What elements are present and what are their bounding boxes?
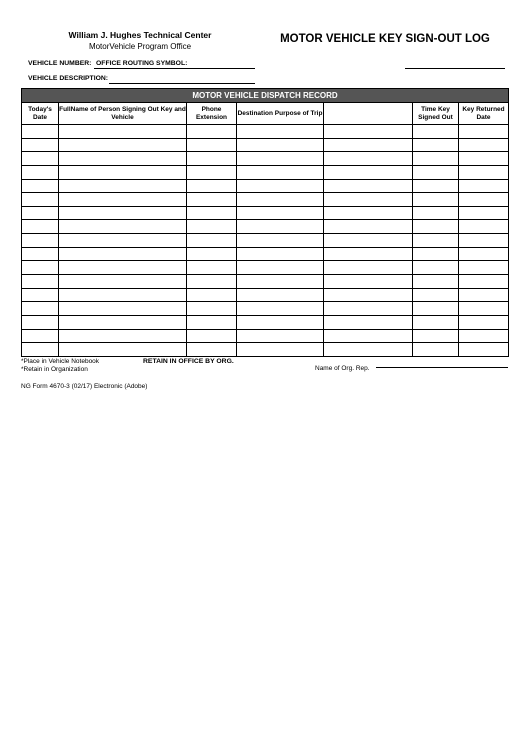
column-header xyxy=(324,103,413,125)
table-cell[interactable] xyxy=(59,193,187,207)
table-cell[interactable] xyxy=(324,288,413,302)
table-cell[interactable] xyxy=(22,125,59,139)
table-row xyxy=(22,234,509,248)
table-cell[interactable] xyxy=(459,152,509,166)
table-cell[interactable] xyxy=(59,247,187,261)
table-cell[interactable] xyxy=(324,343,413,357)
column-header: Today's Date xyxy=(22,103,59,125)
table-cell[interactable] xyxy=(324,261,413,275)
table-cell[interactable] xyxy=(459,329,509,343)
vehicle-description-label: VEHICLE DESCRIPTION: xyxy=(28,75,109,82)
table-cell[interactable] xyxy=(187,193,237,207)
table-row xyxy=(22,152,509,166)
table-cell[interactable] xyxy=(413,179,459,193)
table-row xyxy=(22,343,509,357)
table-cell[interactable] xyxy=(459,193,509,207)
table-cell[interactable] xyxy=(22,302,59,316)
table-row xyxy=(22,125,509,139)
vehicle-number-field[interactable] xyxy=(94,68,255,69)
form-number: NG Form 4670-3 (02/17) Electronic (Adobe) xyxy=(21,383,148,390)
table-cell[interactable] xyxy=(413,288,459,302)
table-cell[interactable] xyxy=(237,329,324,343)
table-cell[interactable] xyxy=(237,138,324,152)
table-cell[interactable] xyxy=(22,152,59,166)
table-cell[interactable] xyxy=(187,179,237,193)
table-row xyxy=(22,315,509,329)
table-cell[interactable] xyxy=(413,247,459,261)
table-cell[interactable] xyxy=(459,179,509,193)
table-cell[interactable] xyxy=(59,165,187,179)
table-cell[interactable] xyxy=(22,343,59,357)
table-cell[interactable] xyxy=(22,234,59,248)
table-row xyxy=(22,220,509,234)
table-cell[interactable] xyxy=(413,302,459,316)
table-cell[interactable] xyxy=(413,193,459,207)
table-cell[interactable] xyxy=(413,125,459,139)
table-row xyxy=(22,138,509,152)
table-cell[interactable] xyxy=(59,179,187,193)
table-cell[interactable] xyxy=(459,343,509,357)
table-cell[interactable] xyxy=(237,288,324,302)
table-cell[interactable] xyxy=(324,234,413,248)
table-cell[interactable] xyxy=(187,261,237,275)
table-cell[interactable] xyxy=(59,302,187,316)
table-cell[interactable] xyxy=(59,152,187,166)
table-cell[interactable] xyxy=(459,138,509,152)
org-rep-label: Name of Org. Rep. xyxy=(315,365,370,372)
table-row xyxy=(22,329,509,343)
table-cell[interactable] xyxy=(187,152,237,166)
table-body xyxy=(22,125,509,357)
table-cell[interactable] xyxy=(22,247,59,261)
table-cell[interactable] xyxy=(459,220,509,234)
dispatch-record-table xyxy=(21,88,509,357)
column-header: Key Returned Date xyxy=(459,103,509,125)
table-cell[interactable] xyxy=(413,315,459,329)
table-cell[interactable] xyxy=(187,288,237,302)
table-cell[interactable] xyxy=(324,220,413,234)
table-cell[interactable] xyxy=(22,220,59,234)
table-cell[interactable] xyxy=(22,193,59,207)
table-cell[interactable] xyxy=(59,206,187,220)
org-rep-signature-field[interactable] xyxy=(376,367,508,368)
footnote-notebook: *Place in Vehicle Notebook xyxy=(21,358,100,365)
table-cell[interactable] xyxy=(187,165,237,179)
table-cell[interactable] xyxy=(187,302,237,316)
table-cell[interactable] xyxy=(413,206,459,220)
table-cell[interactable] xyxy=(59,220,187,234)
table-cell[interactable] xyxy=(22,329,59,343)
column-header: Destination Purpose of Trip xyxy=(237,103,324,125)
table-cell[interactable] xyxy=(22,165,59,179)
table-cell[interactable] xyxy=(237,125,324,139)
table-cell[interactable] xyxy=(459,302,509,316)
table-cell[interactable] xyxy=(324,206,413,220)
table-cell[interactable] xyxy=(187,247,237,261)
table-cell[interactable] xyxy=(459,125,509,139)
column-header: Phone Extension xyxy=(187,103,237,125)
table-cell[interactable] xyxy=(413,234,459,248)
table-banner: MOTOR VEHICLE DISPATCH RECORD xyxy=(22,89,509,103)
table-cell[interactable] xyxy=(22,179,59,193)
table-cell[interactable] xyxy=(237,247,324,261)
table-cell[interactable] xyxy=(187,315,237,329)
vehicle-number-label: VEHICLE NUMBER: xyxy=(28,60,92,67)
table-cell[interactable] xyxy=(324,275,413,289)
table-cell[interactable] xyxy=(237,206,324,220)
table-cell[interactable] xyxy=(22,138,59,152)
table-row xyxy=(22,165,509,179)
table-cell[interactable] xyxy=(324,315,413,329)
footnote-retain: *Retain in Organization xyxy=(21,366,88,373)
table-cell[interactable] xyxy=(413,138,459,152)
table-cell[interactable] xyxy=(413,343,459,357)
table-cell[interactable] xyxy=(237,179,324,193)
table-cell[interactable] xyxy=(59,234,187,248)
table-cell[interactable] xyxy=(187,125,237,139)
table-cell[interactable] xyxy=(324,302,413,316)
table-cell[interactable] xyxy=(237,315,324,329)
routing-symbol-field[interactable] xyxy=(405,68,505,69)
table-cell[interactable] xyxy=(459,261,509,275)
table-cell[interactable] xyxy=(187,329,237,343)
table-row xyxy=(22,261,509,275)
table-cell[interactable] xyxy=(187,220,237,234)
table-cell[interactable] xyxy=(237,220,324,234)
table-cell[interactable] xyxy=(22,261,59,275)
vehicle-description-field[interactable] xyxy=(109,83,255,84)
table-cell[interactable] xyxy=(413,329,459,343)
column-header: Time Key Signed Out xyxy=(413,103,459,125)
table-cell[interactable] xyxy=(22,288,59,302)
table-cell[interactable] xyxy=(237,193,324,207)
table-cell[interactable] xyxy=(413,275,459,289)
table-cell[interactable] xyxy=(237,165,324,179)
table-cell[interactable] xyxy=(237,261,324,275)
table-row xyxy=(22,302,509,316)
table-row xyxy=(22,288,509,302)
table-cell[interactable] xyxy=(59,125,187,139)
table-cell[interactable] xyxy=(459,165,509,179)
table-cell[interactable] xyxy=(459,247,509,261)
table-cell[interactable] xyxy=(59,315,187,329)
table-cell[interactable] xyxy=(324,179,413,193)
table-row xyxy=(22,247,509,261)
table-cell[interactable] xyxy=(187,343,237,357)
retain-instruction: RETAIN IN OFFICE BY ORG. xyxy=(143,358,234,365)
table-cell[interactable] xyxy=(59,343,187,357)
table-cell[interactable] xyxy=(59,329,187,343)
table-cell[interactable] xyxy=(237,234,324,248)
routing-symbol-label: OFFICE ROUTING SYMBOL: xyxy=(96,60,188,67)
table-cell[interactable] xyxy=(22,206,59,220)
table-cell[interactable] xyxy=(459,234,509,248)
table-cell[interactable] xyxy=(324,152,413,166)
organization-office: MotorVehicle Program Office xyxy=(88,42,192,51)
table-cell[interactable] xyxy=(324,125,413,139)
table-cell[interactable] xyxy=(59,138,187,152)
column-header-row xyxy=(22,103,509,125)
table-cell[interactable] xyxy=(324,247,413,261)
table-cell[interactable] xyxy=(22,315,59,329)
table-cell[interactable] xyxy=(22,275,59,289)
table-cell[interactable] xyxy=(187,234,237,248)
table-row xyxy=(22,179,509,193)
table-cell[interactable] xyxy=(459,275,509,289)
table-row xyxy=(22,275,509,289)
table-row xyxy=(22,206,509,220)
table-cell[interactable] xyxy=(324,193,413,207)
table-cell[interactable] xyxy=(413,220,459,234)
table-cell[interactable] xyxy=(459,206,509,220)
table-cell[interactable] xyxy=(324,329,413,343)
table-cell[interactable] xyxy=(237,152,324,166)
table-cell[interactable] xyxy=(237,275,324,289)
table-cell[interactable] xyxy=(187,138,237,152)
table-cell[interactable] xyxy=(237,343,324,357)
table-cell[interactable] xyxy=(59,288,187,302)
table-cell[interactable] xyxy=(413,261,459,275)
form-title: MOTOR VEHICLE KEY SIGN-OUT LOG xyxy=(280,33,490,45)
table-cell[interactable] xyxy=(459,288,509,302)
table-cell[interactable] xyxy=(59,261,187,275)
organization-name: William J. Hughes Technical Center xyxy=(68,30,212,40)
table-row xyxy=(22,193,509,207)
table-cell[interactable] xyxy=(187,275,237,289)
table-cell[interactable] xyxy=(59,275,187,289)
table-cell[interactable] xyxy=(237,302,324,316)
column-header: FullName of Person Signing Out Key and Vehicle xyxy=(59,103,187,125)
table-cell[interactable] xyxy=(187,206,237,220)
table-cell[interactable] xyxy=(413,152,459,166)
table-cell[interactable] xyxy=(459,315,509,329)
table-cell[interactable] xyxy=(324,138,413,152)
table-cell[interactable] xyxy=(413,165,459,179)
table-cell[interactable] xyxy=(324,165,413,179)
